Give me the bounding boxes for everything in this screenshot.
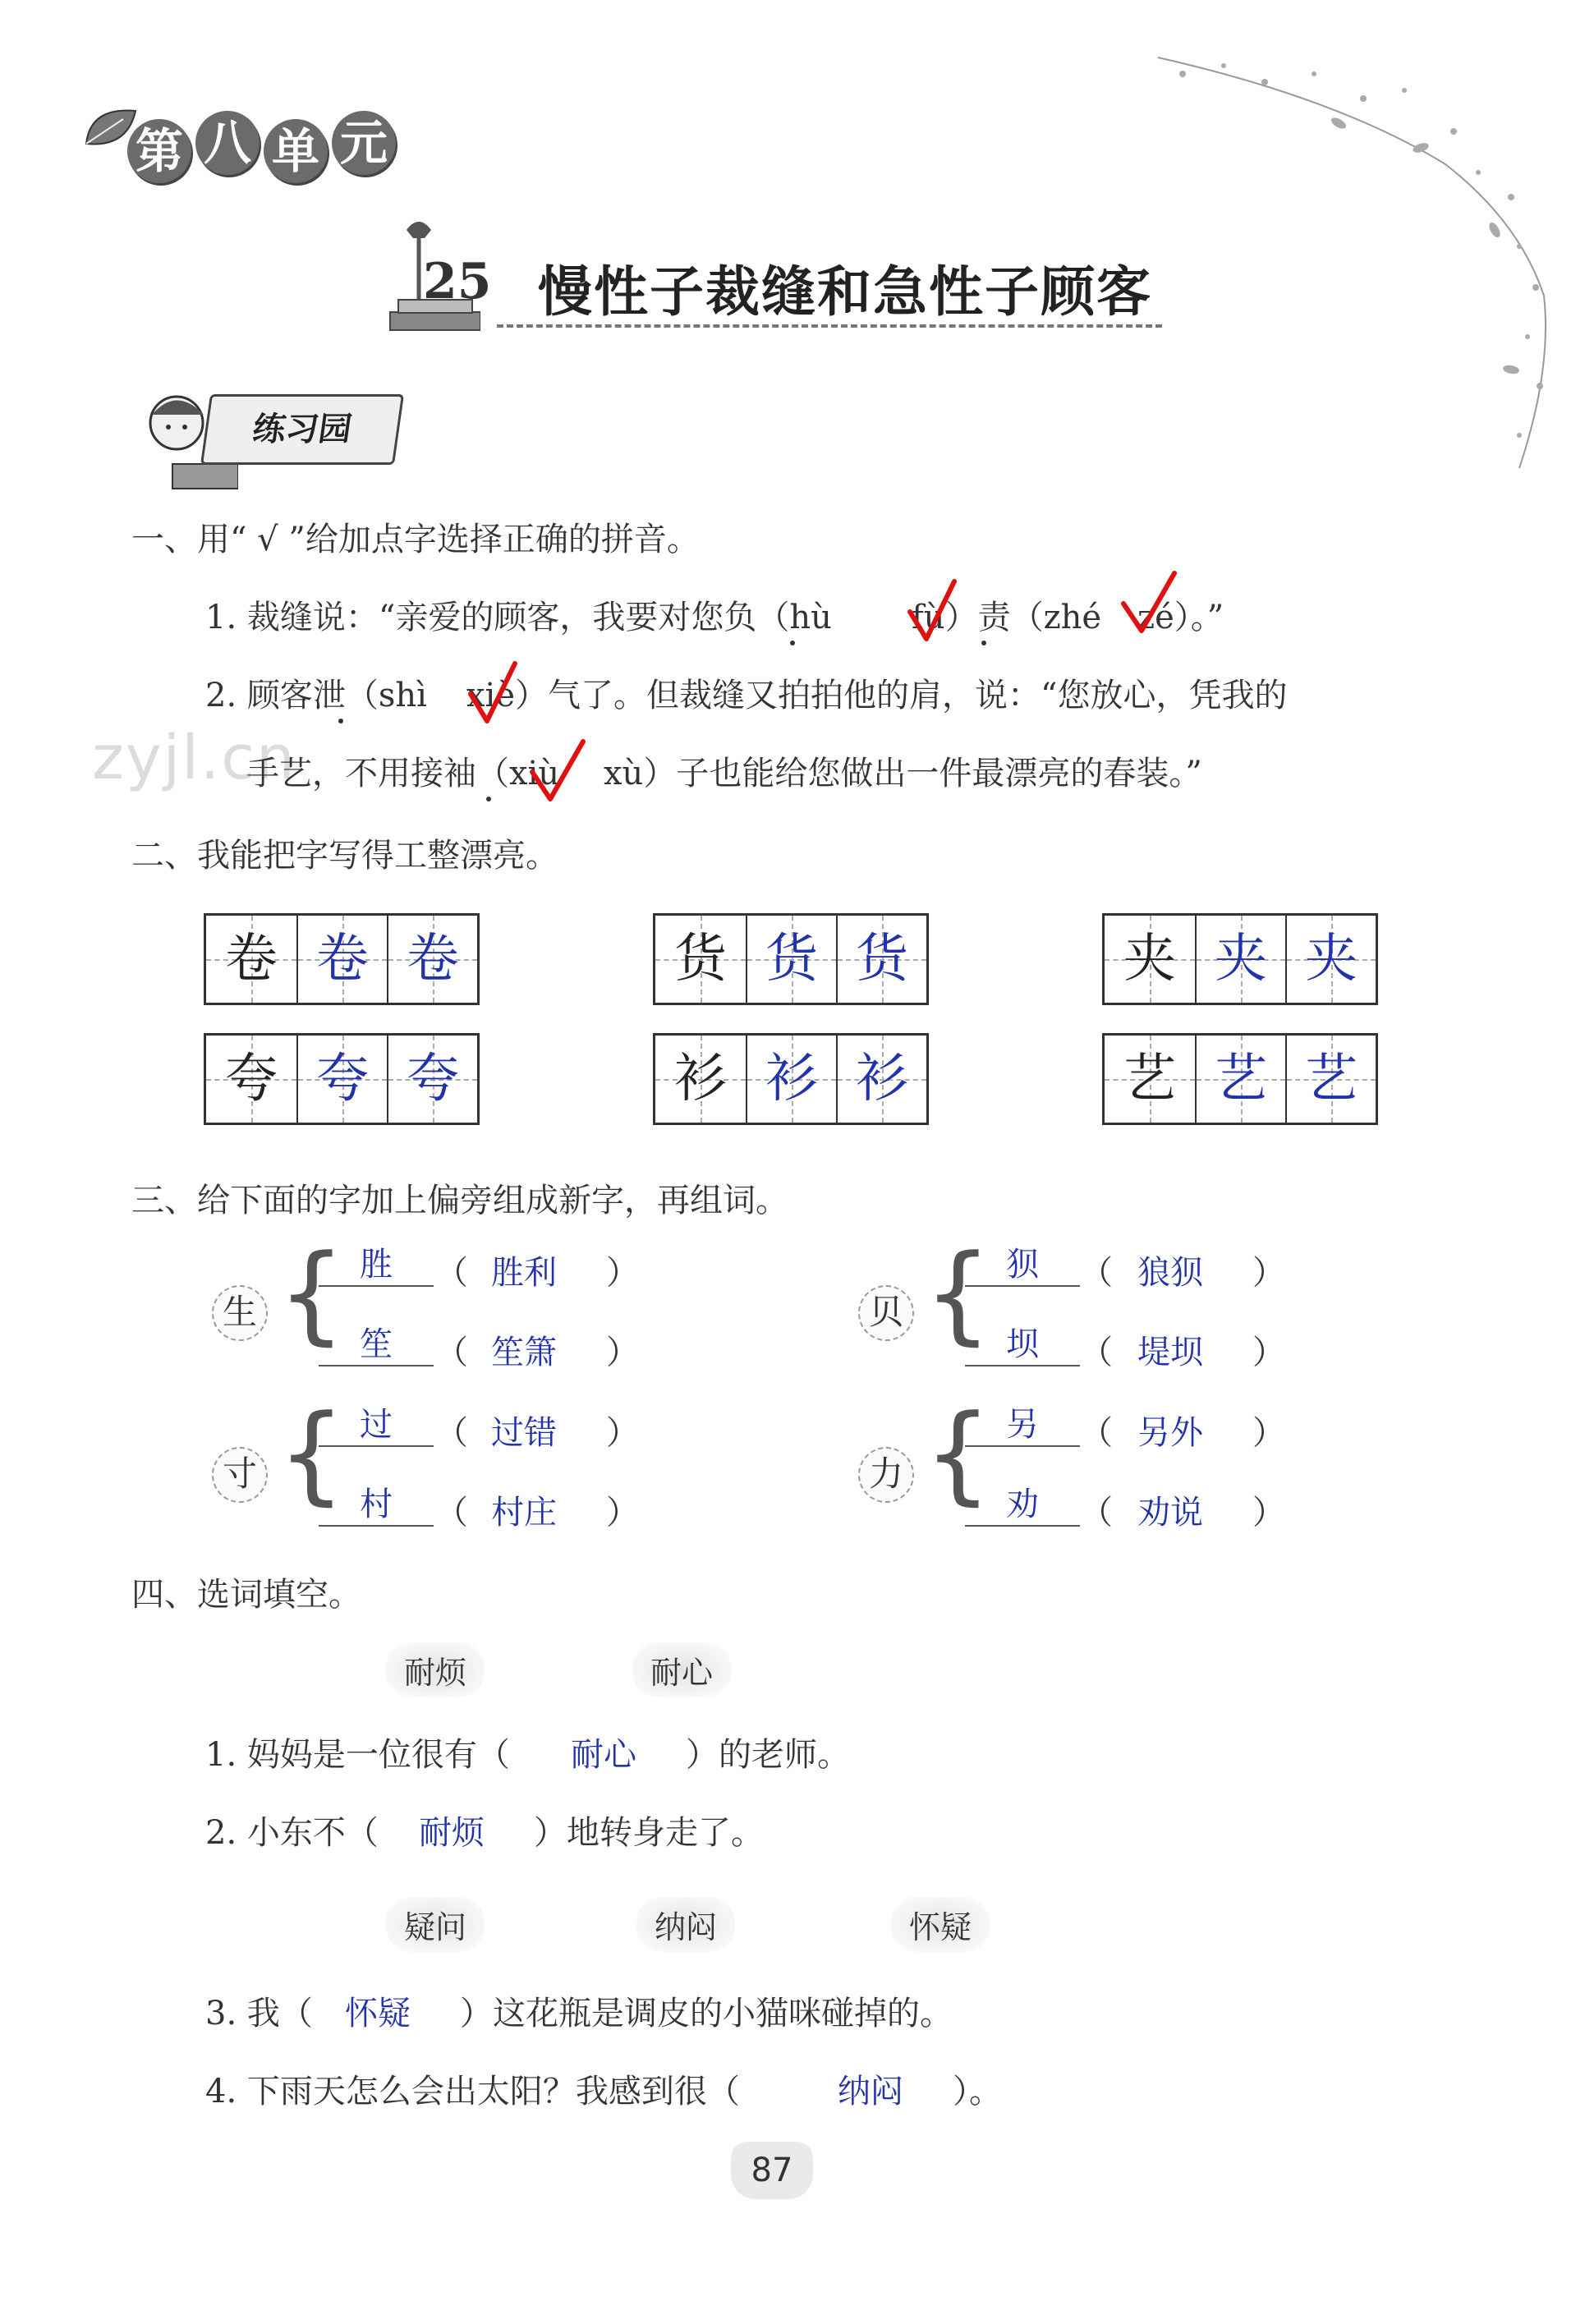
q4-s3-post: ）这花瓶是调皮的小猫咪碰掉的。	[460, 1995, 953, 2032]
emphasis-dot	[981, 641, 986, 645]
word-answer: 堤坝	[1137, 1334, 1203, 1371]
q1-heading: 一、用“ √ ”给加点字选择正确的拼音。	[131, 521, 700, 558]
model-char-cell: 卷	[206, 916, 296, 1003]
new-char-blank: 过	[319, 1399, 434, 1447]
paren-close: ）	[1252, 1414, 1285, 1452]
brace: {	[924, 1391, 992, 1516]
word-answer: 笙箫	[491, 1334, 557, 1371]
writing-grid	[653, 1033, 929, 1125]
copy-char-cell: 衫	[836, 1036, 926, 1123]
page-number: 87	[731, 2142, 813, 2199]
paren-open: （	[1080, 1334, 1113, 1371]
checkmark-icon	[903, 575, 961, 649]
copy-char-cell: 货	[836, 916, 926, 1003]
model-char-cell: 衫	[655, 1036, 746, 1123]
checkmark-icon	[464, 657, 521, 731]
q1-s1-part-b: fù）责（zhé	[912, 599, 1102, 636]
copy-char-cell: 艺	[1195, 1036, 1285, 1123]
new-char-blank: 劝	[965, 1478, 1080, 1527]
new-char-blank: 另	[965, 1399, 1080, 1447]
emphasis-dot	[486, 797, 491, 801]
new-char-blank: 胜	[319, 1238, 434, 1287]
model-char-cell: 货	[655, 916, 746, 1003]
q1-s3-part-b: xù）子也能给您做出一件最漂亮的春装。”	[604, 755, 1202, 792]
paren-close: ）	[1252, 1334, 1285, 1371]
model-char-cell: 夹	[1105, 916, 1195, 1003]
unit-char: 单	[264, 119, 328, 183]
word-answer: 村庄	[491, 1494, 557, 1532]
q4-s2-pre: 2. 小东不（	[205, 1814, 379, 1852]
root-char: 寸	[212, 1447, 268, 1503]
copy-char-cell: 衫	[746, 1036, 836, 1123]
q4-s4-pre: 4. 下雨天怎么会出太阳？我感到很（	[205, 2073, 740, 2110]
unit-char: 八	[195, 111, 260, 175]
q4-s4-post: ）。	[953, 2073, 1002, 2110]
emphasis-dot	[338, 719, 343, 723]
paren-open: （	[1080, 1254, 1113, 1292]
paren-close: ）	[606, 1414, 639, 1452]
paren-close: ）	[606, 1254, 639, 1292]
new-char-blank: 狈	[965, 1238, 1080, 1287]
q4-s1-pre: 1. 妈妈是一位很有（	[205, 1736, 510, 1774]
root-char: 贝	[858, 1285, 914, 1341]
model-char-cell: 艺	[1105, 1036, 1195, 1123]
copy-char-cell: 夸	[296, 1036, 387, 1123]
q4-s2-answer: 耐烦	[419, 1814, 485, 1852]
q4-s3-pre: 3. 我（	[205, 1995, 313, 2032]
lesson-title-block	[374, 214, 1162, 345]
title-underline	[497, 324, 1162, 328]
word-answer: 劝说	[1137, 1494, 1203, 1532]
word-choice: 纳闷	[636, 1897, 735, 1952]
writing-grid	[1102, 913, 1378, 1005]
paren-open: （	[1080, 1494, 1113, 1532]
unit-char: 第	[127, 119, 191, 183]
paren-open: （	[435, 1494, 468, 1532]
q1-s2-part-b: xiè）气了。但裁缝又拍拍他的肩，说：“您放心，凭我的	[466, 677, 1288, 714]
checkmark-icon	[526, 735, 591, 809]
new-char-blank: 坝	[965, 1318, 1080, 1366]
q1-s1-part-a: 1. 裁缝说：“亲爱的顾客，我要对您负（hù	[205, 599, 832, 636]
word-answer: 另外	[1137, 1414, 1203, 1452]
q3-heading: 三、给下面的字加上偏旁组成新字，再组词。	[131, 1182, 788, 1219]
copy-char-cell: 卷	[296, 916, 387, 1003]
paren-open: （	[1080, 1414, 1113, 1452]
paren-open: （	[435, 1254, 468, 1292]
paren-close: ）	[1252, 1494, 1285, 1532]
writing-grid	[204, 913, 480, 1005]
copy-char-cell: 夹	[1285, 916, 1376, 1003]
q4-s2-post: ）地转身走了。	[534, 1814, 764, 1852]
decorative-corner	[1133, 25, 1560, 485]
word-answer: 胜利	[491, 1254, 557, 1292]
word-choice: 怀疑	[891, 1897, 990, 1952]
paren-close: ）	[1252, 1254, 1285, 1292]
word-choice: 耐心	[632, 1642, 731, 1697]
practice-badge	[140, 386, 419, 501]
unit-badge	[82, 78, 394, 193]
copy-char-cell: 货	[746, 916, 836, 1003]
q4-s1-post: ）的老师。	[686, 1736, 850, 1774]
q4-s1-answer: 耐心	[571, 1736, 636, 1774]
paren-close: ）	[606, 1334, 639, 1371]
copy-char-cell: 艺	[1285, 1036, 1376, 1123]
word-choice: 疑问	[386, 1897, 485, 1952]
copy-char-cell: 夹	[1195, 916, 1285, 1003]
practice-label: 练习园	[200, 394, 404, 465]
q4-s4-answer: 纳闷	[838, 2073, 903, 2110]
word-choice: 耐烦	[386, 1642, 485, 1697]
q4-s3-answer: 怀疑	[345, 1995, 411, 2032]
emphasis-dot	[790, 641, 795, 645]
copy-char-cell: 夸	[387, 1036, 477, 1123]
word-answer: 狼狈	[1137, 1254, 1203, 1292]
root-char: 生	[212, 1285, 268, 1341]
q4-heading: 四、选词填空。	[131, 1576, 361, 1614]
lesson-title: 慢性子裁缝和急性子顾客	[538, 259, 1152, 324]
q1-s2-part-a: 2. 顾客泄（shì	[205, 677, 427, 714]
brace: {	[924, 1231, 992, 1356]
q1-s1-part-c: zé）。”	[1137, 599, 1224, 636]
brace: {	[278, 1231, 346, 1356]
checkmark-icon	[1117, 567, 1183, 641]
writing-grid	[1102, 1033, 1378, 1125]
paren-open: （	[435, 1414, 468, 1452]
q2-heading: 二、我能把字写得工整漂亮。	[131, 837, 558, 875]
paren-close: ）	[606, 1494, 639, 1532]
writing-grid	[653, 913, 929, 1005]
copy-char-cell: 卷	[387, 916, 477, 1003]
word-answer: 过错	[491, 1414, 557, 1452]
new-char-blank: 笙	[319, 1318, 434, 1366]
writing-grid	[204, 1033, 480, 1125]
watermark: zyjl.cn	[92, 723, 296, 793]
q1-s3-part-a: 手艺，不用接袖（xiù	[246, 755, 560, 792]
root-char: 力	[858, 1447, 914, 1503]
new-char-blank: 村	[319, 1478, 434, 1527]
paren-open: （	[435, 1334, 468, 1371]
model-char-cell: 夸	[206, 1036, 296, 1123]
unit-char: 元	[332, 111, 396, 175]
lesson-number: 25	[423, 253, 492, 310]
brace: {	[278, 1391, 346, 1516]
